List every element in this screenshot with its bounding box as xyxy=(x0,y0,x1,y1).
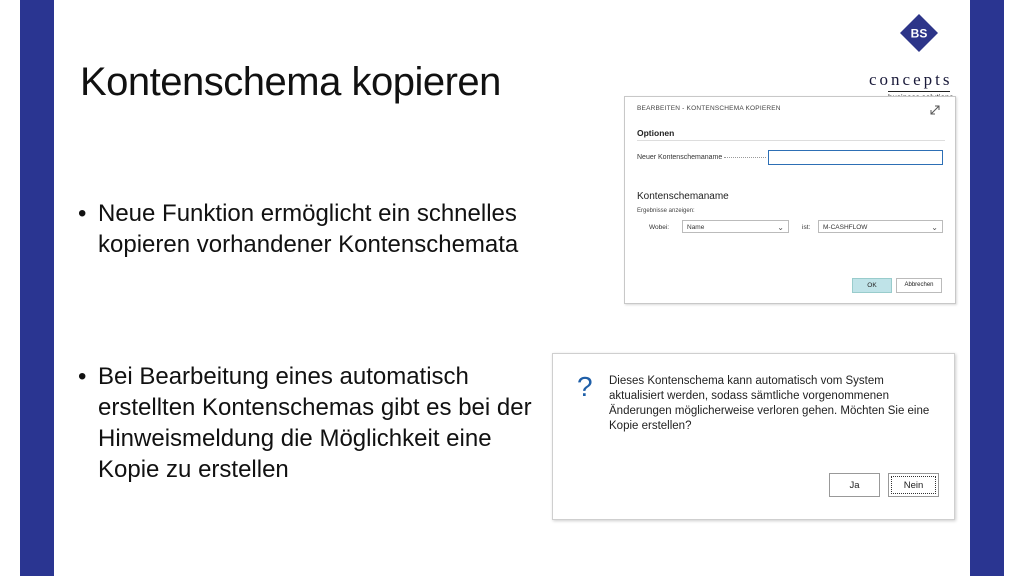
section-divider xyxy=(637,140,945,141)
slide-title: Kontenschema kopieren xyxy=(80,60,501,104)
cancel-button[interactable]: Abbrechen xyxy=(896,278,942,293)
label-leader-dots xyxy=(724,157,766,158)
schema-name-section-title: Kontenschemaname xyxy=(637,191,729,202)
chevron-down-icon: ⌄ xyxy=(777,223,784,232)
bullet-dot: • xyxy=(78,363,87,390)
bs-logo-mark xyxy=(900,14,938,52)
field-select-value: Name xyxy=(687,224,705,231)
logo-name: concepts xyxy=(869,70,953,89)
new-schema-name-input[interactable] xyxy=(768,150,943,165)
dialog-header: BEARBEITEN - KONTENSCHEMA KOPIEREN xyxy=(637,105,781,112)
bullet-list-2 xyxy=(78,361,548,485)
bullet-text: Bei Bearbeitung eines automatisch erstellten Kontenschemas gibt es bei der Hinweismeldung die Möglichkeit eine Kopie zu erstellen xyxy=(98,363,532,483)
value-select[interactable] xyxy=(818,220,943,233)
logo-mark-text: BS xyxy=(910,26,928,41)
confirm-message: Dieses Kontenschema kann automatisch vom System aktualisiert werden, sodass sämtliche vorgenommenen Änderungen möglicherweise verloren gehen. Möchten Sie eine Kopie erstellen? xyxy=(609,375,930,432)
field-select[interactable] xyxy=(682,220,789,233)
right-accent-bar xyxy=(970,0,1004,576)
copy-confirm-dialog xyxy=(552,353,955,520)
bs-concepts-logo xyxy=(864,12,974,102)
yes-button[interactable]: Ja xyxy=(829,473,880,497)
ok-button[interactable]: OK xyxy=(852,278,892,293)
results-label: Ergebnisse anzeigen: xyxy=(637,208,695,214)
where-label: Wobei: xyxy=(649,224,670,231)
copy-schema-dialog xyxy=(624,96,956,304)
logo-divider xyxy=(888,91,950,92)
question-icon: ? xyxy=(577,371,593,402)
new-name-label: Neuer Kontenschemaname xyxy=(637,154,723,161)
left-accent-bar xyxy=(20,0,54,576)
bullet-text: Neue Funktion ermöglicht ein schnelles kopieren vorhandener Kontenschemata xyxy=(98,200,519,258)
chevron-down-icon: ⌄ xyxy=(931,223,938,232)
bullet-item xyxy=(78,198,588,260)
options-section-title: Optionen xyxy=(637,128,675,138)
bullet-item xyxy=(78,361,548,485)
is-label: ist: xyxy=(802,224,811,231)
no-button[interactable]: Nein xyxy=(888,473,939,497)
value-select-value: M-CASHFLOW xyxy=(823,224,868,231)
bullet-dot: • xyxy=(78,200,87,227)
expand-icon[interactable] xyxy=(928,103,942,117)
bullet-list-1 xyxy=(78,198,588,260)
